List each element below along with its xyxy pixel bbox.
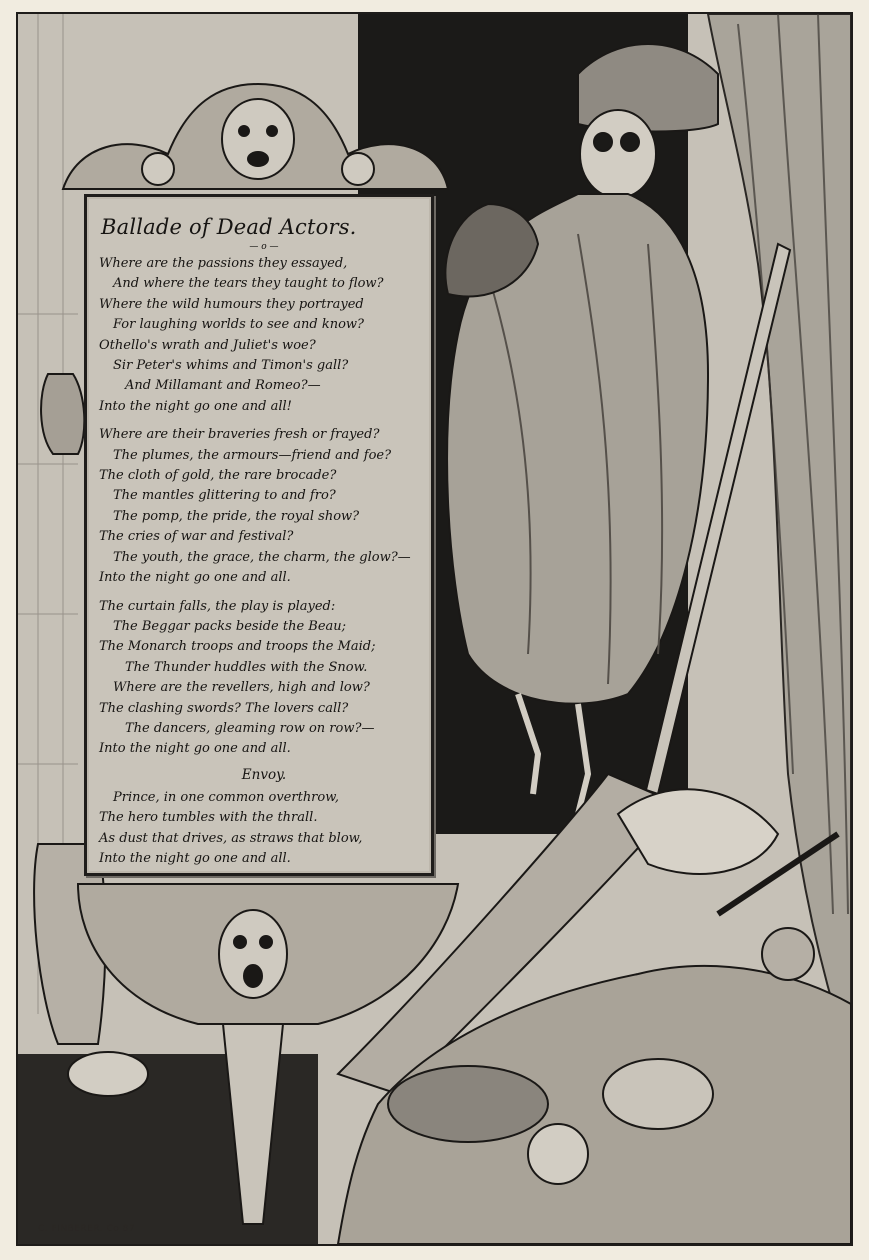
crown <box>388 1066 548 1142</box>
stanza-line: The Monarch troops and troops the Maid; <box>99 639 376 655</box>
stanza-line: Where the wild humours they portrayed <box>99 296 364 312</box>
skull <box>580 110 656 198</box>
stanza-line: As dust that drives, as straws that blow, <box>99 830 363 846</box>
stanza-line: The Thunder huddles with the Snow. <box>125 659 368 675</box>
illustration-frame <box>16 12 853 1246</box>
stanza-line: Where are the revellers, high and low? <box>113 680 370 696</box>
stanza-line: Sir Peter's whims and Timon's gall? <box>113 358 349 374</box>
stanza-line: Othello's wrath and Juliet's woe? <box>99 337 316 353</box>
stanza-1 <box>99 254 429 417</box>
stanza-line: And Millamant and Romeo?— <box>125 378 321 394</box>
stanza-line: The plumes, the armours—friend and foe? <box>113 447 392 463</box>
envoy-heading: Envoy. <box>241 766 287 783</box>
poem-title: Ballade of Dead Actors. <box>101 215 357 239</box>
stanza-line: Into the night go one and all! <box>99 398 292 414</box>
stanza-3 <box>99 597 429 760</box>
stanza-line: Into the night go one and all. <box>99 850 291 866</box>
stanza-line: Where are their braveries fresh or frayed? <box>99 427 380 443</box>
stanza-line: The curtain falls, the play is played: <box>99 598 336 614</box>
stanza-line: The youth, the grace, the charm, the glow?— <box>113 549 411 565</box>
stanza-line: The Beggar packs beside the Beau; <box>113 618 347 634</box>
stanza-line: The pomp, the pride, the royal show? <box>113 508 360 524</box>
rat <box>68 1052 148 1096</box>
stanza-2 <box>99 425 429 588</box>
poem-text <box>99 215 429 869</box>
stanza-line: And where the tears they taught to flow? <box>113 276 384 292</box>
stanza-line: For laughing worlds to see and know? <box>113 317 365 333</box>
stanza-line: Into the night go one and all. <box>99 570 291 586</box>
stanza-line: Prince, in one common overthrow, <box>113 789 339 805</box>
stanza-line: The mantles glittering to and fro? <box>113 488 336 504</box>
stanza-line: The cries of war and festival? <box>99 529 294 545</box>
stanza-line: The cloth of gold, the rare brocade? <box>99 468 337 484</box>
poem-panel <box>84 194 434 876</box>
stanza-line: The dancers, gleaming row on row?— <box>125 720 375 736</box>
envoy-stanza <box>99 788 429 870</box>
artist-signature: C. FINBERER. Co 87 <box>38 1224 136 1234</box>
stanza-line: The clashing swords? The lovers call? <box>99 700 349 716</box>
lantern <box>41 374 84 454</box>
stanza-line: Where are the passions they essayed, <box>99 256 348 271</box>
stanza-line: Into the night go one and all. <box>99 741 291 757</box>
title-ornament: — o — <box>249 242 279 252</box>
stanza-line: The hero tumbles with the thrall. <box>99 810 318 826</box>
